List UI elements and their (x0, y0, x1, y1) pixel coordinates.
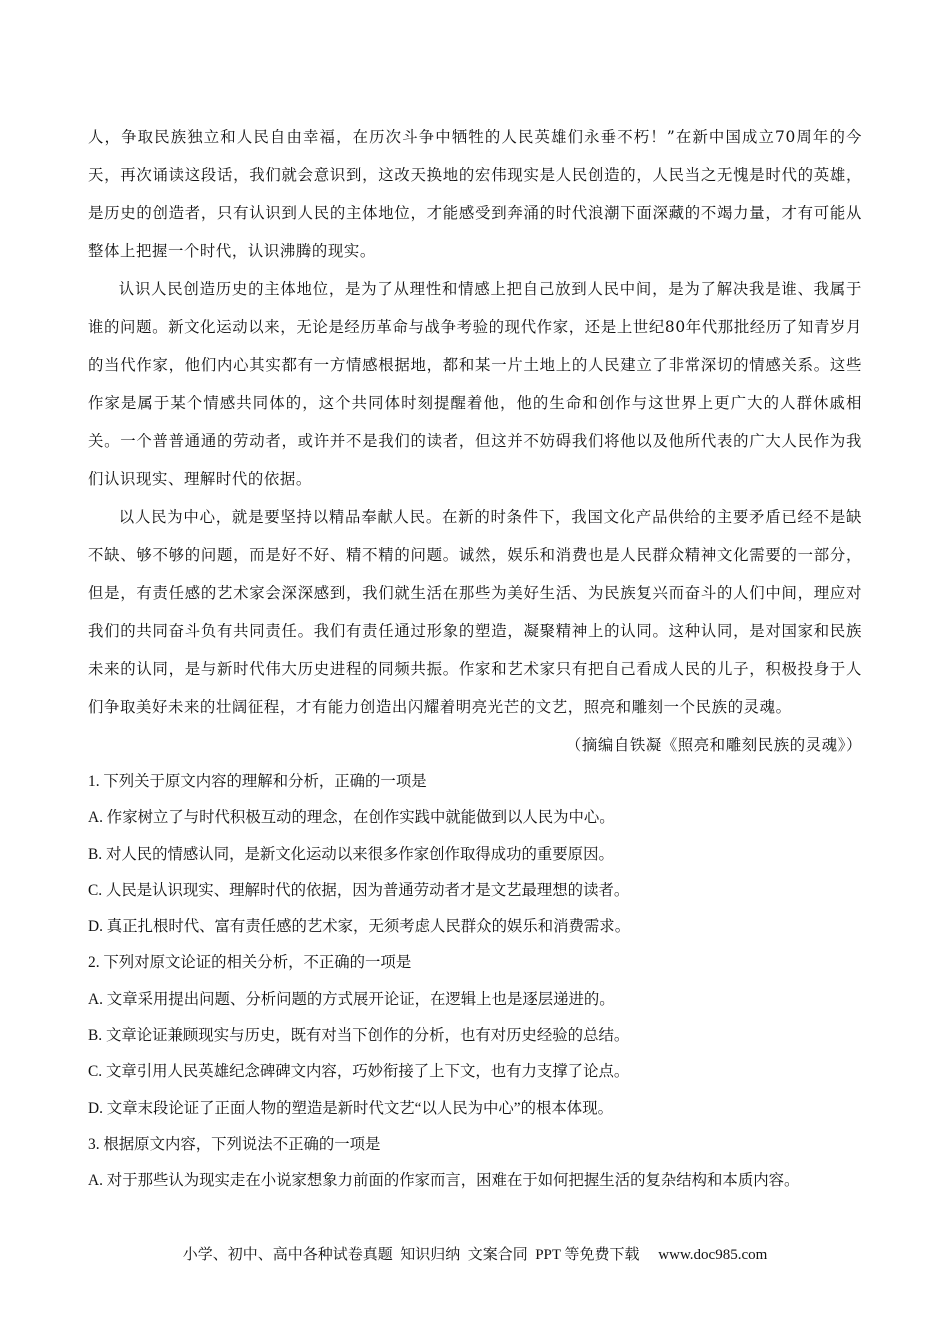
question-1-option-a: A. 作家树立了与时代积极互动的理念，在创作实践中就能做到以人民为中心。 (88, 809, 615, 827)
article-paragraph-2: 认识人民创造历史的主体地位，是为了从理性和情感上把自己放到人民中间，是为了解决我是谁、我属于谁的问题。新文化运动以来，无论是经历革命与战争考验的现代作家，还是上世纪80年代那批经历了知青岁月的当代作家，他们内心其实都有一方情感根据地，都和某一片土地上的人民建立了非常深切的情感关系。这些作家是属于某个情感共同体的，这个共同体时刻提醒着他，他的生命和创作与这世界上更广大的人群休戚相关。一个普普通通的劳动者，或许并不是我们的读者，但这并不妨碍我们将他以及他所代表的广大人民作为我们认识现实、理解时代的依据。 (88, 280, 862, 488)
question-2-stem: 2. 下列对原文论证的相关分析，不正确的一项是 (88, 954, 412, 972)
question-2-option-c: C. 文章引用人民英雄纪念碑碑文内容，巧妙衔接了上下文，也有力支撑了论点。 (88, 1063, 630, 1081)
article-paragraph-1: 人，争取民族独立和人民自由幸福，在历次斗争中牺牲的人民英雄们永垂不朽！”在新中国成立70周年的今天，再次诵读这段话，我们就会意识到，这改天换地的宏伟现实是人民创造的，人民当之无愧是时代的英雄，是历史的创造者，只有认识到人民的主体地位，才能感受到奔涌的时代浪潮下面深藏的不竭力量，才有可能从整体上把握一个时代，认识沸腾的现实。 (88, 128, 862, 260)
article-paragraph-3: 以人民为中心，就是要坚持以精品奉献人民。在新的时条件下，我国文化产品供给的主要矛盾已经不是缺不缺、够不够的问题，而是好不好、精不精的问题。诚然，娱乐和消费也是人民群众精神文化需要的一部分，但是，有责任感的艺术家会深深感到，我们就生活在那些为美好生活、为民族复兴而奋斗的人们中间，理应对我们的共同奋斗负有共同责任。我们有责任通过形象的塑造，凝聚精神上的认同。这种认同，是对国家和民族未来的认同，是与新时代伟大历史进程的同频共振。作家和艺术家只有把自己看成人民的儿子，积极投身于人们争取美好未来的壮阔征程，才有能力创造出闪耀着明亮光芒的文艺，照亮和雕刻一个民族的灵魂。 (88, 508, 862, 716)
question-1-option-b: B. 对人民的情感认同，是新文化运动以来很多作家创作取得成功的重要原因。 (88, 845, 614, 863)
question-2-option-b: B. 文章论证兼顾现实与历史，既有对当下创作的分析，也有对历史经验的总结。 (88, 1027, 630, 1045)
page-footer: 小学、初中、高中各种试卷真题 知识归纳 文案合同 PPT 等免费下载 www.doc985.com (182, 1247, 768, 1263)
question-3 (88, 1127, 862, 1200)
article-source: （摘编自铁凝《照亮和雕刻民族的灵魂》） (565, 736, 862, 754)
question-3-option-a: A. 对于那些认为现实走在小说家想象力前面的作家而言，困难在于如何把握生活的复杂结构和本质内容。 (88, 1172, 800, 1190)
question-3-stem: 3. 根据原文内容，下列说法不正确的一项是 (88, 1135, 381, 1153)
question-1-option-c: C. 人民是认识现实、理解时代的依据，因为普通劳动者才是文艺最理想的读者。 (88, 881, 630, 899)
question-2 (88, 945, 862, 1126)
question-1 (88, 764, 862, 945)
document-body (88, 118, 862, 1200)
question-2-option-d: D. 文章末段论证了正面人物的塑造是新时代文艺“以人民为中心”的根本体现。 (88, 1099, 613, 1117)
question-2-option-a: A. 文章采用提出问题、分析问题的方式展开论证，在逻辑上也是逐层递进的。 (88, 990, 615, 1008)
question-1-option-d: D. 真正扎根时代、富有责任感的艺术家，无须考虑人民群众的娱乐和消费需求。 (88, 918, 631, 936)
question-1-stem: 1. 下列关于原文内容的理解和分析，正确的一项是 (88, 773, 427, 790)
